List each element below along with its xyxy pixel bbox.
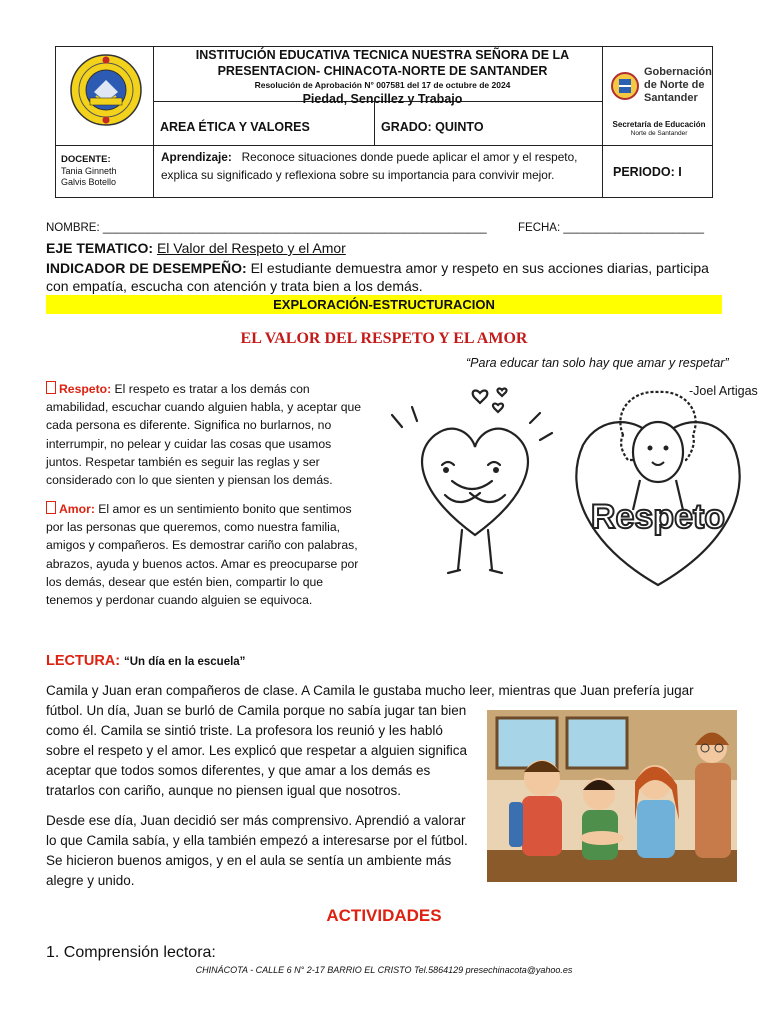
footer-address: CHINÁCOTA - CALLE 6 N° 2-17 BARRIO EL CRISTO Tel.5864129 presechinacota@yahoo.es [195, 965, 573, 975]
school-seal-logo [66, 52, 146, 130]
government-logo: Gobernación de Norte de Santander [610, 62, 710, 112]
checkbox-icon [46, 381, 56, 394]
lectura-paragraph-2: Desde ese día, Juan decidió ser más comprensivo. Aprendió a valorar lo que Camila sabía, y ella también empezó a interesarse por el fútbol. Se hicieron buenos amigos, y en el aula se sentía un ambiente más alegre y unido. [46, 813, 468, 888]
government-crest-icon [610, 66, 640, 106]
actividades-heading: ACTIVIDADES [326, 906, 442, 925]
comprension-heading: 1. Comprensión lectora: [46, 944, 216, 961]
section-bar: EXPLORACIÓN-ESTRUCTURACION [46, 295, 722, 314]
quote-text: “Para educar tan solo hay que amar y respetar” [466, 356, 729, 370]
quote-author: -Joel Artigas [689, 384, 758, 398]
hugging-heart-illustration [380, 385, 570, 585]
classroom-illustration [487, 710, 737, 882]
area-label: AREA ÉTICA Y VALORES [160, 120, 310, 134]
eje-tematico: EJE TEMATICO: El Valor del Respeto y el Amor [46, 240, 346, 256]
page-title: EL VALOR DEL RESPETO Y EL AMOR [240, 330, 528, 347]
respeto-heart-illustration [568, 380, 748, 592]
lectura-line1: Camila y Juan eran compañeros de clase. A Camila le gustaba mucho leer, mientras que Juan prefería jugar [46, 683, 694, 698]
indicador-desempeno: INDICADOR DE DESEMPEÑO: El estudiante demuestra amor y respeto en sus acciones diarias, participa con empatía, escucha con atención y trata bien a los demás. [46, 260, 709, 294]
docente-name: Tania Ginneth Galvis Botello [61, 166, 117, 187]
secretaria-logo: Secretaría de Educación Norte de Santander [612, 120, 706, 137]
lectura-paragraph-1: fútbol. Un día, Juan se burló de Camila porque no sabía jugar tan bien como él. Camila se sintió triste. La profesora los reunió y les habló sobre el respeto y el amor. Les explicó que respetar a alguien significa aceptar que todos somos diferentes, y que amar a los demás es tratarlos con cariño, aunque no piensen igual que nosotros. [46, 703, 467, 798]
aprendizaje-text: Aprendizaje: Reconoce situaciones donde puede aplicar el amor y el respeto, explica su significado y reflexiona sobre su importancia para convivir mejor. [161, 150, 578, 182]
respeto-word: Respeto [590, 498, 726, 536]
grade-label: GRADO: QUINTO [381, 120, 484, 134]
amor-paragraph: Amor: El amor es un sentimiento bonito que sentimos por las personas que queremos, como nuestra familia, amigos y compañeros. Es demostrar cariño con palabras, abrazos, ayuda y buenos actos. Amar es preocuparse por los demás, desear que estén bien, compartir lo que tenemos y perdonar cuando alguien se equivoca. [46, 502, 359, 608]
motto-text: Piedad, Sencillez y Trabajo [302, 92, 463, 106]
periodo-label: PERIODO: I [613, 165, 682, 179]
checkbox-icon [46, 501, 56, 514]
institution-name: INSTITUCIÓN EDUCATIVA TECNICA NUESTRA SEÑORA DE LA PRESENTACION- CHINACOTA-NORTE DE SANTANDER [195, 48, 570, 78]
lectura-heading: LECTURA: “Un día en la escuela” [46, 653, 246, 669]
respeto-paragraph: Respeto: El respeto es tratar a los demás con amabilidad, escuchar cuando alguien habla, y aceptar que cada persona es diferente. Significa no burlarnos, no interrumpir, no pelear y cuidar las cosas que usamos juntos. Respetar también es seguir las reglas y ser considerado con lo que sienten y piensan los demás. [46, 382, 362, 488]
fecha-field[interactable]: FECHA: ______________________ [518, 222, 705, 234]
docente-label: DOCENTE: [61, 154, 111, 165]
resolution-text: Resolución de Aprobación N° 007581 del 17 de octubre de 2024 [254, 80, 511, 90]
nombre-field[interactable]: NOMBRE: ____________________________________________________________ [46, 222, 487, 234]
